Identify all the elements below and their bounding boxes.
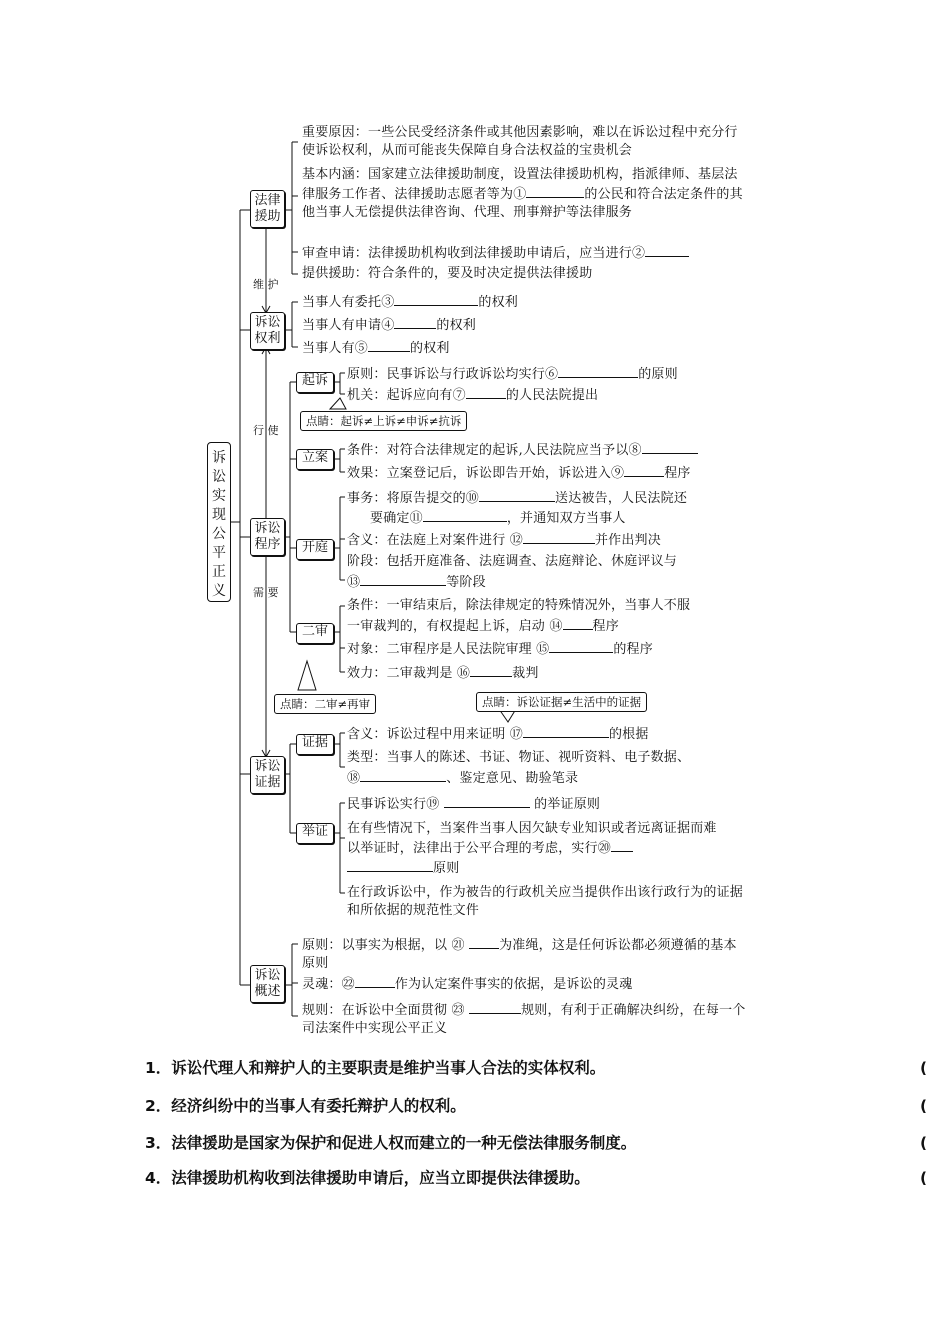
- trial-meaning: 含义：在法庭上对案件进行 ⑫ 并作出判决: [347, 530, 661, 550]
- second-condition: 条件：一审结束后，除法律规定的特殊情况外，当事人不服: [347, 598, 691, 613]
- answer-paren[interactable]: (: [920, 1134, 928, 1152]
- legal-aid-provide: 提供援助：符合条件的，要及时决定提供法律援助: [302, 266, 593, 281]
- trial-matters-cont: 要确定⑪ ，并通知双方当事人: [370, 508, 626, 528]
- answer-paren[interactable]: (: [920, 1059, 928, 1077]
- burden-civil: 民事诉讼实行⑲ 的举证原则: [347, 794, 600, 814]
- overview-rule: 规则：在诉讼中全面贯彻 ㉓ 规则，有利于正确解决纠纷，在每一个司法案件中实现公平正义: [302, 1000, 750, 1038]
- sue-note: 点睛：起诉≠上诉≠申诉≠抗诉: [300, 411, 467, 431]
- question-item: 1．诉讼代理人和辩护人的主要职责是维护当事人合法的实体权利。: [145, 1059, 606, 1077]
- legal-aid-review: 审查申请：法律援助机构收到法律援助申请后，应当进行②: [302, 243, 689, 263]
- burden-admin: 在行政诉讼中，作为被告的行政机关应当提供作出该行政行为的证据和所依据的规范性文件: [347, 885, 744, 918]
- answer-paren[interactable]: (: [920, 1097, 928, 1115]
- legal-aid-content: 基本内涵：国家建立法律援助制度，设置法律援助机构，指派律师、基层法律服务工作者、法律援助志愿者等为① 的公民和符合法定条件的其他当事人无偿提供法律咨询、代理、刑事辩护等法律服务: [302, 167, 743, 220]
- proof-types: 类型：当事人的陈述、书证、物证、视听资料、电子数据、: [347, 750, 691, 765]
- trial-stages: 阶段：包括开庭准备、法庭调查、法庭辩论、休庭评议与: [347, 554, 678, 569]
- question-item: 2．经济纠纷中的当事人有委托辩护人的权利。: [145, 1097, 466, 1115]
- proof-meaning: 含义：诉讼过程中用来证明 ⑰ 的根据: [347, 724, 649, 744]
- rights-item-3: 当事人有⑤ 的权利: [302, 338, 450, 358]
- sue-principle: 原则：民事诉讼与行政诉讼均实行⑥ 的原则: [347, 364, 678, 384]
- second-note: 点睛：二审≠再审: [274, 694, 376, 714]
- node-burden-of-proof: 举证: [296, 823, 334, 844]
- connector-label-need: 需 要: [253, 586, 279, 599]
- branch-overview: 诉讼概述: [250, 965, 285, 1003]
- node-filing: 立案: [296, 449, 334, 470]
- legal-aid-reason: 重要原因：一些公民受经济条件或其他因素影响，难以在诉讼过程中充分行使诉讼权利，从而可能丧失保障自身合法权益的宝贵机会: [302, 125, 738, 158]
- connector-label-maintain: 维 护: [253, 278, 279, 291]
- second-condition-cont: 一审裁判的，有权提起上诉，启动 ⑭ 程序: [347, 616, 619, 636]
- evidence-note: 点睛：诉讼证据≠生活中的证据: [476, 692, 647, 712]
- answer-paren[interactable]: (: [920, 1169, 928, 1187]
- branch-rights: 诉讼权利: [250, 312, 285, 350]
- node-sue: 起诉: [296, 372, 334, 393]
- branch-evidence: 诉讼证据: [250, 756, 285, 794]
- node-trial: 开庭: [296, 539, 334, 560]
- question-item: 4．法律援助机构收到法律援助申请后，应当立即提供法律援助。: [145, 1169, 590, 1187]
- rights-item-2: 当事人有申请④ 的权利: [302, 315, 476, 335]
- sue-organ: 机关：起诉应向有⑦ 的人民法院提出: [347, 385, 598, 405]
- branch-legal-aid: 法律援助: [250, 190, 285, 228]
- filing-condition: 条件：对符合法律规定的起诉,人民法院应当予以⑧: [347, 440, 698, 460]
- question-item: 3．法律援助是国家为保护和促进人权而建立的一种无偿法律服务制度。: [145, 1134, 637, 1152]
- second-effect: 效力：二审裁判是 ⑯ 裁判: [347, 663, 539, 683]
- branch-procedure: 诉讼程序: [250, 518, 285, 556]
- trial-stages-cont: ⑬ 等阶段: [347, 572, 486, 592]
- node-second-instance: 二审: [296, 623, 334, 644]
- burden-special: 在有些情况下，当案件当事人因欠缺专业知识或者远离证据而难以举证时，法律出于公平合理的考虑，实行⑳ 原则: [347, 821, 717, 876]
- node-proof: 证据: [296, 734, 334, 755]
- trial-matters: 事务：将原告提交的⑩ 送达被告，人民法院还: [347, 488, 687, 508]
- overview-soul: 灵魂：㉒ 作为认定案件事实的依据，是诉讼的灵魂: [302, 974, 632, 994]
- second-object: 对象：二审程序是人民法院审理 ⑮ 的程序: [347, 639, 653, 659]
- proof-types-cont: ⑱ 、鉴定意见、勘验笔录: [347, 768, 578, 788]
- root-node: 诉讼实现公平正义: [207, 442, 231, 602]
- connector-label-exercise: 行 使: [253, 424, 279, 437]
- overview-principle: 原则：以事实为根据，以 ㉑ 为准绳，这是任何诉讼都必须遵循的基本原则: [302, 935, 748, 973]
- filing-effect: 效果：立案登记后，诉讼即告开始，诉讼进入⑨ 程序: [347, 463, 691, 483]
- rights-item-1: 当事人有委托③ 的权利: [302, 292, 518, 312]
